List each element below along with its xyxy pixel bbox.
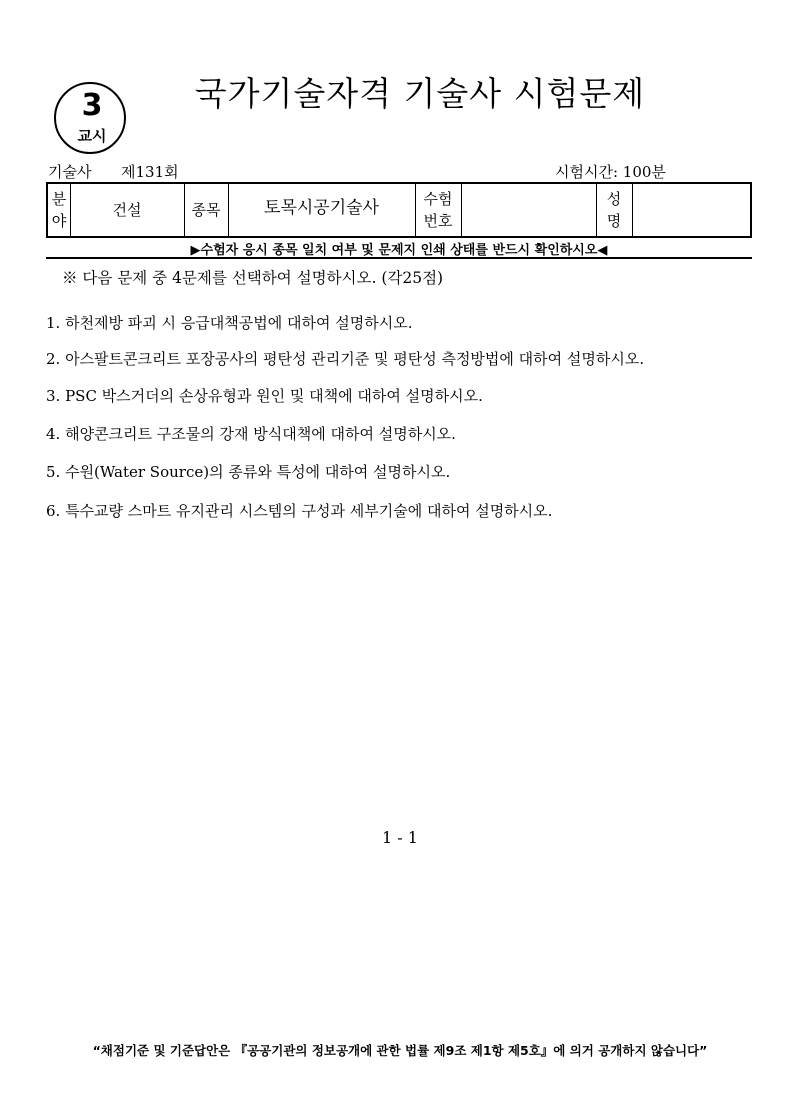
- question-2: 2. 아스팔트콘크리트 포장공사의 평탄성 관리기준 및 평탄성 측정방법에 대하여 설명하시오.: [46, 350, 645, 368]
- question-1: 1. 하천제방 파괴 시 응급대책공법에 대하여 설명하시오.: [46, 314, 413, 332]
- question-4: 4. 해양콘크리트 구조물의 강재 방식대책에 대하여 설명하시오.: [46, 425, 456, 443]
- type-label: 종목: [191, 201, 221, 219]
- field-value: 건설: [112, 201, 142, 219]
- exam-time: 시험시간: 100분: [555, 163, 666, 181]
- name-label-top: 성: [606, 190, 622, 208]
- exam-info-table: [46, 182, 752, 238]
- period-badge: [54, 82, 126, 154]
- field-label-bottom: 야: [51, 212, 67, 230]
- period-number: 3: [81, 88, 103, 123]
- exam-category: 기술사: [48, 163, 92, 181]
- header-divider: [46, 257, 752, 259]
- exam-session: 제131회: [121, 163, 179, 181]
- page-number: 1 - 1: [382, 828, 418, 847]
- notice-line: ▶수험자 응시 종목 일치 여부 및 문제지 인쇄 상태를 반드시 확인하시오◀: [190, 243, 608, 258]
- name-label-bottom: 명: [606, 212, 622, 230]
- question-3: 3. PSC 박스거더의 손상유형과 원인 및 대책에 대하여 설명하시오.: [46, 387, 483, 405]
- period-label: 교시: [77, 127, 107, 145]
- instruction-text: ※ 다음 문제 중 4문제를 선택하여 설명하시오. (각25점): [62, 269, 444, 287]
- question-6: 6. 특수교량 스마트 유지관리 시스템의 구성과 세부기술에 대하여 설명하시오.: [46, 502, 553, 520]
- field-label-top: 분: [51, 190, 67, 208]
- footer-note: “채점기준 및 기준답안은 『공공기관의 정보공개에 관한 법률 제9조 제1항 제5호』에 의거 공개하지 않습니다”: [92, 1043, 708, 1058]
- type-value: 토목시공기술사: [264, 198, 379, 218]
- question-5: 5. 수원(Water Source)의 종류와 특성에 대하여 설명하시오.: [46, 463, 451, 481]
- exam-title: 국가기술자격 기술사 시험문제: [194, 74, 646, 113]
- exam-number-label-bottom: 번호: [423, 212, 453, 230]
- exam-number-label-top: 수험: [423, 190, 453, 208]
